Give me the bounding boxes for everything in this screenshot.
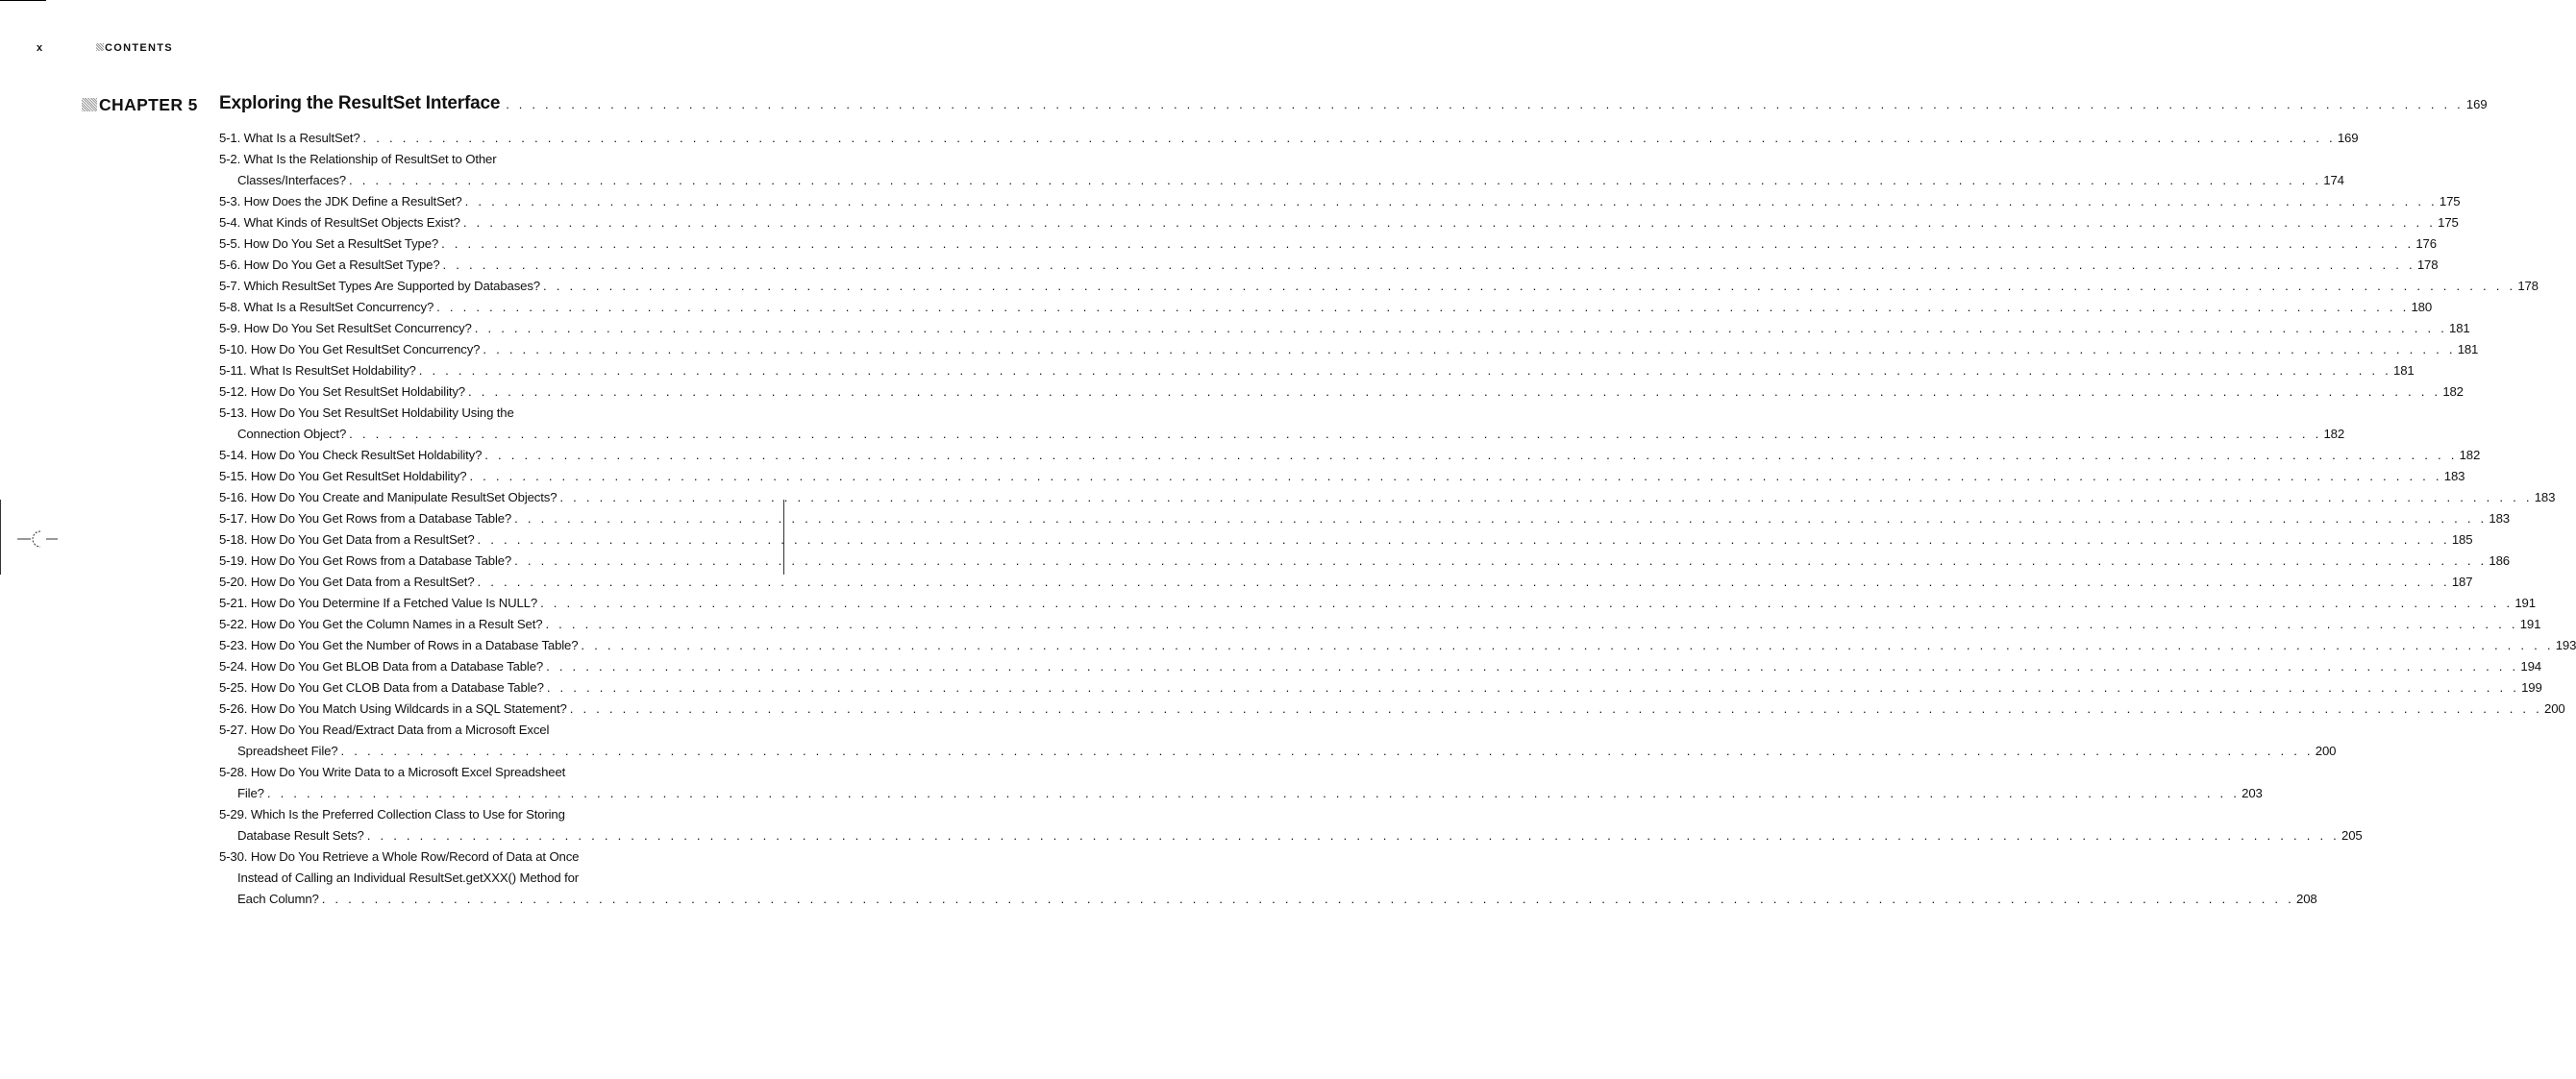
leader-dots: . . . . . . . . . . . . . . . . . . . . . . . . . . . . . . . . . . . . . . . . . . . . . . . . . . . . . . . . . . . . . . . . . . . . . . . . . . . . . . . . . . . . . . . . . . . . . . . . . . . . . . . . . . . . . . . . . . . . . . . . . . . . . . . . . . . . . . . . . . . . . . . . . . . . . . bbox=[545, 617, 2518, 631]
toc-entry[interactable] bbox=[219, 849, 2317, 913]
leader-dots: . . . . . . . . . . . . . . . . . . . . . . . . . . . . . . . . . . . . . . . . . . . . . . . . . . . . . . . . . . . . . . . . . . . . . . . . . . . . . . . . . . . . . . . . . . . . . . . . . . . . . . . . . . . . . . . . . . . . . . . . . . . . . . . . . . . . . . . . . . . . . . . . . . . . . . bbox=[349, 427, 2322, 441]
toc-entry-text: 5-16. How Do You Create and Manipulate ResultSet Objects? bbox=[219, 490, 557, 504]
toc-entry-text: 5-24. How Do You Get BLOB Data from a Database Table? bbox=[219, 659, 544, 674]
leader-dots: . . . . . . . . . . . . . . . . . . . . . . . . . . . . . . . . . . . . . . . . . . . . . . . . . . . . . . . . . . . . . . . . . . . . . . . . . . . . . . . . . . . . . . . . . . . . . . . . . . . . . . . . . . . . . . . . . . . . . . . . . . . . . . . . . . . . . . . . . . . . . . . . . . . . . . bbox=[546, 680, 2520, 695]
toc-entry-page: 183 bbox=[2534, 490, 2556, 504]
toc-entry[interactable] bbox=[219, 723, 2337, 765]
toc-entry-page: 180 bbox=[2411, 300, 2433, 314]
toc-entry[interactable] bbox=[219, 363, 2415, 384]
leader-dots: . . . . . . . . . . . . . . . . . . . . . . . . . . . . . . . . . . . . . . . . . . . . . . . . . . . . . . . . . . . . . . . . . . . . . . . . . . . . . . . . . . . . . . . . . . . . . . . . . . . . . . . . . . . . . . . . . . . . . . . . . . . . . . . . . . . . . . . . . . . . . . . . . . . . . . bbox=[340, 744, 2314, 758]
toc-entry-text: 5-3. How Does the JDK Define a ResultSet? bbox=[219, 194, 462, 208]
leader-dots: . . . . . . . . . . . . . . . . . . . . . . . . . . . . . . . . . . . . . . . . . . . . . . . . . . . . . . . . . . . . . . . . . . . . . . . . . . . . . . . . . . . . . . . . . . . . . . . . . . . . . . . . . . . . . . . . . . . . . . . . . . . . . . . . . . . . . . . . . . . . . . . . . . . . . . bbox=[468, 384, 2441, 399]
toc-entry-text: 5-26. How Do You Match Using Wildcards in a SQL Statement? bbox=[219, 701, 567, 716]
leader-dots: . . . . . . . . . . . . . . . . . . . . . . . . . . . . . . . . . . . . . . . . . . . . . . . . . . . . . . . . . . . . . . . . . . . . . . . . . . . . . . . . . . . . . . . . . . . . . . . . . . . . . . . . . . . . . . . . . . . . . . . . . . . . . . . . . . . . . . . . . . . . . . . . . . . . . . bbox=[436, 300, 2410, 314]
toc-entry[interactable] bbox=[219, 575, 2473, 596]
toc-entry[interactable] bbox=[219, 765, 2263, 807]
toc-entries bbox=[219, 131, 2576, 913]
toc-entry-page: 176 bbox=[2415, 236, 2437, 251]
leader-dots: . . . . . . . . . . . . . . . . . . . . . . . . . . . . . . . . . . . . . . . . . . . . . . . . . . . . . . . . . . . . . . . . . . . . . . . . . . . . . . . . . . . . . . . . . . . . . . . . . . . . . . . . . . . . . . . . . . . . . . . . . . . . . . . . . . . . . . . . . . . . . . . . . . . . . . bbox=[464, 194, 2438, 208]
toc-entry-page: 186 bbox=[2489, 553, 2510, 568]
toc-entry-line bbox=[219, 807, 683, 828]
leader-dots: . . . . . . . . . . . . . . . . . . . . . . . . . . . . . . . . . . . . . . . . . . . . . . . . . . . . . . . . . . . . . . . . . . . . . . . . . . . . . . . . . . . . . . . . . . . . . . . . . . . . . . . . . . . . . . . . . . . . . . . . . . . . . . . . . . . . . . . . . . . . . . . . . . . . . . bbox=[484, 448, 2458, 462]
toc-entry-text: 5-13. How Do You Set ResultSet Holdability Using the bbox=[219, 405, 514, 420]
toc-entry-text: 5-23. How Do You Get the Number of Rows in a Database Table? bbox=[219, 638, 579, 652]
toc-entry[interactable] bbox=[219, 448, 2481, 469]
toc-entry-page: 178 bbox=[2517, 279, 2539, 293]
left-crop-line bbox=[0, 500, 1, 575]
toc-entry-line bbox=[219, 638, 2576, 659]
toc-entry[interactable] bbox=[219, 511, 2510, 532]
toc-entry[interactable] bbox=[219, 152, 2344, 194]
leader-dots: . . . . . . . . . . . . . . . . . . . . . . . . . . . . . . . . . . . . . . . . . . . . . . . . . . . . . . . . . . . . . . . . . . . . . . . . . . . . . . . . . . . . . . . . . . . . . . . . . . . . . . . . . . . . . . . . . . . . . . . . . . . . . . . . . . . . . . . . . . . . . . . . . . . . . . bbox=[474, 321, 2448, 335]
toc-entry-text: Classes/Interfaces? bbox=[237, 173, 346, 187]
toc-entry-text: 5-28. How Do You Write Data to a Microsoft Excel Spreadsheet bbox=[219, 765, 566, 779]
leader-dots: . . . . . . . . . . . . . . . . . . . . . . . . . . . . . . . . . . . . . . . . . . . . . . . . . . . . . . . . . . . . . . . . . . . . . . . . . . . . . . . . . . . . . . . . . . . . . . . . . . . . . . . . . . . . . . . . . . . . . . . . . . . . . . . . . . . . . . . . . . . . . . . . . . . . . . bbox=[506, 97, 2464, 111]
toc-entry-text: 5-11. What Is ResultSet Holdability? bbox=[219, 363, 416, 378]
toc-entry-line bbox=[219, 765, 683, 786]
toc-entry-page: 175 bbox=[2439, 194, 2461, 208]
chapter-label: CHAPTER 5 bbox=[82, 95, 198, 115]
toc-entry[interactable] bbox=[219, 617, 2541, 638]
toc-entry-line bbox=[219, 342, 2479, 363]
toc-entry-page: 203 bbox=[2242, 786, 2263, 800]
toc-entry[interactable] bbox=[219, 659, 2541, 680]
toc-entry-page: 175 bbox=[2438, 215, 2459, 230]
toc-entry-page: 183 bbox=[2489, 511, 2510, 526]
toc-entry-text: 5-9. How Do You Set ResultSet Concurrency? bbox=[219, 321, 472, 335]
toc-entry[interactable] bbox=[219, 236, 2437, 257]
toc-entry-text: 5-18. How Do You Get Data from a ResultSet? bbox=[219, 532, 475, 547]
toc-entry-page: 178 bbox=[2416, 257, 2439, 272]
toc-entry-text: 5-1. What Is a ResultSet? bbox=[219, 131, 360, 145]
registration-mark-icon bbox=[17, 528, 58, 550]
toc-entry-page: 182 bbox=[2442, 384, 2464, 399]
leader-dots: . . . . . . . . . . . . . . . . . . . . . . . . . . . . . . . . . . . . . . . . . . . . . . . . . . . . . . . . . . . . . . . . . . . . . . . . . . . . . . . . . . . . . . . . . . . . . . . . . . . . . . . . . . . . . . . . . . . . . . . . . . . . . . . . . . . . . . . . . . . . . . . . . . . . . . bbox=[441, 236, 2415, 251]
toc-entry-line bbox=[219, 152, 683, 173]
toc-entry-line bbox=[219, 279, 2539, 300]
leader-dots: . . . . . . . . . . . . . . . . . . . . . . . . . . . . . . . . . . . . . . . . . . . . . . . . . . . . . . . . . . . . . . . . . . . . . . . . . . . . . . . . . . . . . . . . . . . . . . . . . . . . . . . . . . . . . . . . . . . . . . . . . . . . . . . . . . . . . . . . . . . . . . . . . . . . . . bbox=[581, 638, 2554, 652]
chapter-heading[interactable] bbox=[219, 93, 2488, 118]
toc-entry[interactable] bbox=[219, 490, 2556, 511]
toc-entry-line bbox=[219, 744, 2337, 765]
toc-entry-line bbox=[219, 384, 2464, 405]
toc-entry-line bbox=[219, 194, 2461, 215]
toc-entry-text: Spreadsheet File? bbox=[237, 744, 338, 758]
toc-entry-line bbox=[219, 490, 2556, 511]
toc-entry-line bbox=[219, 575, 2473, 596]
toc-entry-line bbox=[219, 405, 683, 427]
toc-entry-line bbox=[219, 532, 2473, 553]
chapter-title: Exploring the ResultSet Interface bbox=[219, 93, 501, 113]
toc-entry-line bbox=[219, 701, 2565, 723]
toc-entry-line bbox=[219, 828, 2363, 849]
toc-entry[interactable] bbox=[219, 807, 2363, 849]
toc-entry-text: Database Result Sets? bbox=[237, 828, 364, 843]
leader-dots: . . . . . . . . . . . . . . . . . . . . . . . . . . . . . . . . . . . . . . . . . . . . . . . . . . . . . . . . . . . . . . . . . . . . . . . . . . . . . . . . . . . . . . . . . . . . . . . . . . . . . . . . . . . . . . . . . . . . . . . . . . . . . . . . . . . . . . . . . . . . . . . . . . . . . . bbox=[514, 553, 2488, 568]
toc-entry-line bbox=[219, 680, 2542, 701]
toc-entry-page: 191 bbox=[2514, 596, 2536, 610]
leader-dots: . . . . . . . . . . . . . . . . . . . . . . . . . . . . . . . . . . . . . . . . . . . . . . . . . . . . . . . . . . . . . . . . . . . . . . . . . . . . . . . . . . . . . . . . . . . . . . . . . . . . . . . . . . . . . . . . . . . . . . . . . . . . . . . . . . . . . . . . . . . . . . . . . . . . . . bbox=[462, 215, 2437, 230]
leader-dots: . . . . . . . . . . . . . . . . . . . . . . . . . . . . . . . . . . . . . . . . . . . . . . . . . . . . . . . . . . . . . . . . . . . . . . . . . . . . . . . . . . . . . . . . . . . . . . . . . . . . . . . . . . . . . . . . . . . . . . . . . . . . . . . . . . . . . . . . . . . . . . . . . . . . . . bbox=[546, 659, 2519, 674]
leader-dots: . . . . . . . . . . . . . . . . . . . . . . . . . . . . . . . . . . . . . . . . . . . . . . . . . . . . . . . . . . . . . . . . . . . . . . . . . . . . . . . . . . . . . . . . . . . . . . . . . . . . . . . . . . . . . . . . . . . . . . . . . . . . . . . . . . . . . . . . . . . . . . . . . . . . . . bbox=[442, 257, 2415, 272]
page-number: x bbox=[37, 42, 44, 54]
toc-entry-page: 181 bbox=[2449, 321, 2470, 335]
leader-dots: . . . . . . . . . . . . . . . . . . . . . . . . . . . . . . . . . . . . . . . . . . . . . . . . . . . . . . . . . . . . . . . . . . . . . . . . . . . . . . . . . . . . . . . . . . . . . . . . . . . . . . . . . . . . . . . . . . . . . . . . . . . . . . . . . . . . . . . . . . . . . . . . . . . . . . bbox=[321, 892, 2295, 906]
toc-entry-text: File? bbox=[237, 786, 264, 800]
toc-entry[interactable] bbox=[219, 532, 2473, 553]
toc-entry-text: Each Column? bbox=[237, 892, 319, 906]
toc-entry[interactable] bbox=[219, 638, 2576, 659]
toc-entry-line bbox=[219, 131, 2359, 152]
toc-entry[interactable] bbox=[219, 279, 2539, 300]
toc-entry[interactable] bbox=[219, 701, 2565, 723]
shaded-square-icon bbox=[96, 43, 104, 51]
toc-entry-text: 5-30. How Do You Retrieve a Whole Row/Record of Data at Once bbox=[219, 849, 580, 864]
leader-dots: . . . . . . . . . . . . . . . . . . . . . . . . . . . . . . . . . . . . . . . . . . . . . . . . . . . . . . . . . . . . . . . . . . . . . . . . . . . . . . . . . . . . . . . . . . . . . . . . . . . . . . . . . . . . . . . . . . . . . . . . . . . . . . . . . . . . . . . . . . . . . . . . . . . . . . bbox=[348, 173, 2322, 187]
toc-entry-line bbox=[219, 511, 2510, 532]
toc-entry-page: 194 bbox=[2520, 659, 2541, 674]
toc-entry-text: 5-19. How Do You Get Rows from a Database Table? bbox=[219, 553, 512, 568]
toc-entry[interactable] bbox=[219, 131, 2359, 152]
toc-entry-text: 5-17. How Do You Get Rows from a Database Table? bbox=[219, 511, 512, 526]
leader-dots: . . . . . . . . . . . . . . . . . . . . . . . . . . . . . . . . . . . . . . . . . . . . . . . . . . . . . . . . . . . . . . . . . . . . . . . . . . . . . . . . . . . . . . . . . . . . . . . . . . . . . . . . . . . . . . . . . . . . . . . . . . . . . . . . . . . . . . . . . . . . . . . . . . . . . . bbox=[366, 828, 2341, 843]
toc-entry-line bbox=[219, 723, 683, 744]
toc-entry-text: 5-2. What Is the Relationship of ResultSet to Other bbox=[219, 152, 497, 166]
toc-entry-page: 181 bbox=[2457, 342, 2479, 356]
toc-entry-text: 5-6. How Do You Get a ResultSet Type? bbox=[219, 257, 440, 272]
toc-entry-page: 193 bbox=[2555, 638, 2576, 652]
toc-entry[interactable] bbox=[219, 321, 2470, 342]
toc-entry[interactable] bbox=[219, 215, 2459, 236]
toc-entry-line bbox=[219, 617, 2541, 638]
leader-dots: . . . . . . . . . . . . . . . . . . . . . . . . . . . . . . . . . . . . . . . . . . . . . . . . . . . . . . . . . . . . . . . . . . . . . . . . . . . . . . . . . . . . . . . . . . . . . . . . . . . . . . . . . . . . . . . . . . . . . . . . . . . . . . . . . . . . . . . . . . . . . . . . . . . . . . bbox=[266, 786, 2241, 800]
shaded-square-icon bbox=[82, 98, 97, 111]
toc-entry-text: 5-20. How Do You Get Data from a ResultSet? bbox=[219, 575, 475, 589]
leader-dots: . . . . . . . . . . . . . . . . . . . . . . . . . . . . . . . . . . . . . . . . . . . . . . . . . . . . . . . . . . . . . . . . . . . . . . . . . . . . . . . . . . . . . . . . . . . . . . . . . . . . . . . . . . . . . . . . . . . . . . . . . . . . . . . . . . . . . . . . . . . . . . . . . . . . . . bbox=[483, 342, 2456, 356]
leader-dots: . . . . . . . . . . . . . . . . . . . . . . . . . . . . . . . . . . . . . . . . . . . . . . . . . . . . . . . . . . . . . . . . . . . . . . . . . . . . . . . . . . . . . . . . . . . . . . . . . . . . . . . . . . . . . . . . . . . . . . . . . . . . . . . . . . . . . . . . . . . . . . . . . . . . . . bbox=[514, 511, 2488, 526]
toc-entry-line bbox=[219, 363, 2415, 384]
toc-entry-text: 5-21. How Do You Determine If a Fetched Value Is NULL? bbox=[219, 596, 538, 610]
toc-entry-page: 208 bbox=[2296, 892, 2317, 906]
toc-entry[interactable] bbox=[219, 469, 2465, 490]
toc-entry-text: Connection Object? bbox=[237, 427, 347, 441]
toc-entry-page: 187 bbox=[2451, 575, 2473, 589]
leader-dots: . . . . . . . . . . . . . . . . . . . . . . . . . . . . . . . . . . . . . . . . . . . . . . . . . . . . . . . . . . . . . . . . . . . . . . . . . . . . . . . . . . . . . . . . . . . . . . . . . . . . . . . . . . . . . . . . . . . . . . . . . . . . . . . . . . . . . . . . . . . . . . . . . . . . . . bbox=[540, 596, 2514, 610]
toc-entry-page: 182 bbox=[2323, 427, 2345, 441]
toc-entry-page: 181 bbox=[2393, 363, 2415, 378]
toc-entry-line bbox=[219, 427, 2345, 448]
toc-entry[interactable] bbox=[219, 300, 2433, 321]
leader-dots: . . . . . . . . . . . . . . . . . . . . . . . . . . . . . . . . . . . . . . . . . . . . . . . . . . . . . . . . . . . . . . . . . . . . . . . . . . . . . . . . . . . . . . . . . . . . . . . . . . . . . . . . . . . . . . . . . . . . . . . . . . . . . . . . . . . . . . . . . . . . . . . . . . . . . . bbox=[477, 532, 2450, 547]
leader-dots: . . . . . . . . . . . . . . . . . . . . . . . . . . . . . . . . . . . . . . . . . . . . . . . . . . . . . . . . . . . . . . . . . . . . . . . . . . . . . . . . . . . . . . . . . . . . . . . . . . . . . . . . . . . . . . . . . . . . . . . . . . . . . . . . . . . . . . . . . . . . . . . . . . . . . . bbox=[543, 279, 2516, 293]
toc-entry-text: 5-4. What Kinds of ResultSet Objects Exist? bbox=[219, 215, 460, 230]
toc-entry-page: 182 bbox=[2459, 448, 2481, 462]
toc-entry-page: 200 bbox=[2315, 744, 2337, 758]
toc-entry-page: 174 bbox=[2323, 173, 2344, 187]
toc-entry-line bbox=[219, 871, 683, 892]
toc-entry-line bbox=[219, 173, 2344, 194]
toc-entry[interactable] bbox=[219, 680, 2542, 701]
top-rule bbox=[0, 0, 46, 1]
toc-entry-text: 5-7. Which ResultSet Types Are Supported by Databases? bbox=[219, 279, 540, 293]
leader-dots: . . . . . . . . . . . . . . . . . . . . . . . . . . . . . . . . . . . . . . . . . . . . . . . . . . . . . . . . . . . . . . . . . . . . . . . . . . . . . . . . . . . . . . . . . . . . . . . . . . . . . . . . . . . . . . . . . . . . . . . . . . . . . . . . . . . . . . . . . . . . . . . . . . . . . . bbox=[559, 490, 2533, 504]
toc-entry-line bbox=[219, 448, 2481, 469]
leader-dots: . . . . . . . . . . . . . . . . . . . . . . . . . . . . . . . . . . . . . . . . . . . . . . . . . . . . . . . . . . . . . . . . . . . . . . . . . . . . . . . . . . . . . . . . . . . . . . . . . . . . . . . . . . . . . . . . . . . . . . . . . . . . . . . . . . . . . . . . . . . . . . . . . . . . . . bbox=[469, 469, 2442, 483]
toc-entry-text: Instead of Calling an Individual ResultSet.getXXX() Method for bbox=[237, 871, 580, 885]
toc-entry-text: 5-25. How Do You Get CLOB Data from a Database Table? bbox=[219, 680, 544, 695]
leader-dots: . . . . . . . . . . . . . . . . . . . . . . . . . . . . . . . . . . . . . . . . . . . . . . . . . . . . . . . . . . . . . . . . . . . . . . . . . . . . . . . . . . . . . . . . . . . . . . . . . . . . . . . . . . . . . . . . . . . . . . . . . . . . . . . . . . . . . . . . . . . . . . . . . . . . . . bbox=[569, 701, 2543, 716]
toc-entry-line bbox=[219, 786, 2263, 807]
toc-entry-text: 5-14. How Do You Check ResultSet Holdability? bbox=[219, 448, 483, 462]
toc-entry-page: 191 bbox=[2519, 617, 2541, 631]
toc-entry[interactable] bbox=[219, 384, 2464, 405]
toc-entry[interactable] bbox=[219, 342, 2479, 363]
toc-entry-text: 5-15. How Do You Get ResultSet Holdability? bbox=[219, 469, 467, 483]
toc-entry-line bbox=[219, 257, 2439, 279]
toc-entry-line bbox=[219, 849, 683, 871]
toc-entry-page: 200 bbox=[2544, 701, 2565, 716]
toc-entry-line bbox=[219, 321, 2470, 342]
toc-entry-text: 5-27. How Do You Read/Extract Data from a Microsoft Excel bbox=[219, 723, 550, 737]
toc-entry-line bbox=[219, 596, 2536, 617]
toc-entry-text: 5-29. Which Is the Preferred Collection Class to Use for Storing bbox=[219, 807, 565, 822]
toc-entry-text: 5-5. How Do You Set a ResultSet Type? bbox=[219, 236, 439, 251]
toc-entry-page: 169 bbox=[2337, 131, 2359, 145]
toc-entry-page: 185 bbox=[2451, 532, 2473, 547]
toc-entry-line bbox=[219, 553, 2510, 575]
toc-entry[interactable] bbox=[219, 405, 2345, 448]
toc-entry[interactable] bbox=[219, 194, 2461, 215]
toc-entry-line bbox=[219, 659, 2541, 680]
toc-entry[interactable] bbox=[219, 257, 2439, 279]
toc-entry-page: 183 bbox=[2443, 469, 2465, 483]
toc-entry-line bbox=[219, 236, 2437, 257]
toc-entry-page: 205 bbox=[2341, 828, 2363, 843]
toc-entry-text: 5-22. How Do You Get the Column Names in a Result Set? bbox=[219, 617, 543, 631]
toc-entry-text: 5-12. How Do You Set ResultSet Holdability? bbox=[219, 384, 465, 399]
leader-dots: . . . . . . . . . . . . . . . . . . . . . . . . . . . . . . . . . . . . . . . . . . . . . . . . . . . . . . . . . . . . . . . . . . . . . . . . . . . . . . . . . . . . . . . . . . . . . . . . . . . . . . . . . . . . . . . . . . . . . . . . . . . . . . . . . . . . . . . . . . . . . . . . . . . . . . bbox=[418, 363, 2392, 378]
chapter-page: 169 bbox=[2465, 97, 2488, 111]
toc-entry[interactable] bbox=[219, 553, 2510, 575]
toc-entry-line bbox=[219, 469, 2465, 490]
toc-entry-line bbox=[219, 215, 2459, 236]
toc-entry-line bbox=[219, 300, 2433, 321]
toc-entry-page: 199 bbox=[2521, 680, 2542, 695]
leader-dots: . . . . . . . . . . . . . . . . . . . . . . . . . . . . . . . . . . . . . . . . . . . . . . . . . . . . . . . . . . . . . . . . . . . . . . . . . . . . . . . . . . . . . . . . . . . . . . . . . . . . . . . . . . . . . . . . . . . . . . . . . . . . . . . . . . . . . . . . . . . . . . . . . . . . . . bbox=[477, 575, 2450, 589]
toc-entry[interactable] bbox=[219, 596, 2536, 617]
section-label: CONTENTS bbox=[96, 42, 173, 54]
toc-entry-line bbox=[219, 892, 2317, 913]
leader-dots: . . . . . . . . . . . . . . . . . . . . . . . . . . . . . . . . . . . . . . . . . . . . . . . . . . . . . . . . . . . . . . . . . . . . . . . . . . . . . . . . . . . . . . . . . . . . . . . . . . . . . . . . . . . . . . . . . . . . . . . . . . . . . . . . . . . . . . . . . . . . . . . . . . . . . . bbox=[362, 131, 2336, 145]
toc-entry-text: 5-10. How Do You Get ResultSet Concurrency? bbox=[219, 342, 481, 356]
toc-entry-text: 5-8. What Is a ResultSet Concurrency? bbox=[219, 300, 434, 314]
